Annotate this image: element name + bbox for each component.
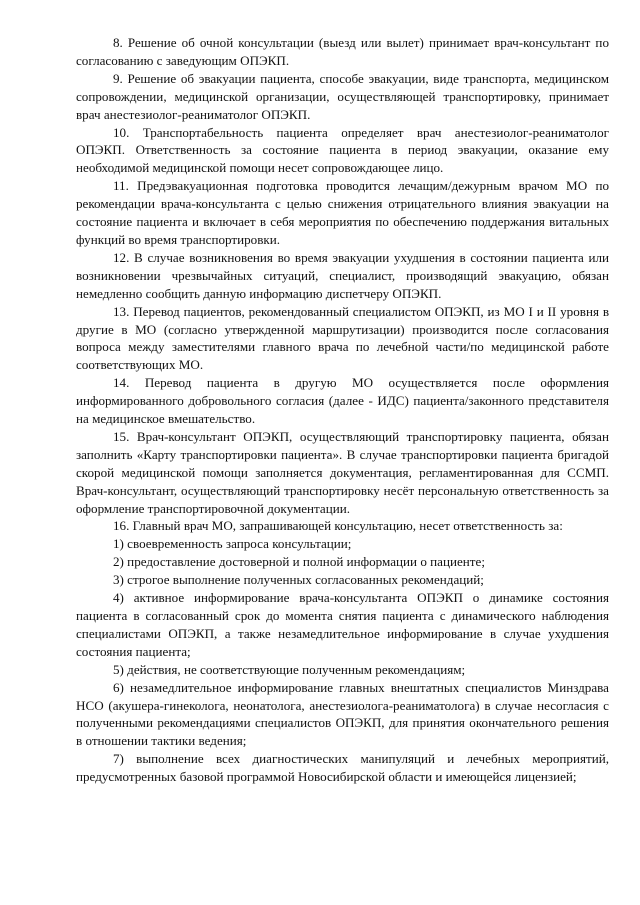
paragraph-9: 9. Решение об эвакуации пациента, способе эвакуации, виде транспорта, медицинском сопровождении, медицинской организации, осуществляющей транспортировку, принимает врач анестезиолог-реаниматолог ОПЭКП.	[76, 70, 609, 122]
paragraph-12: 12. В случае возникновения во время эвакуации ухудшения в состоянии пациента или возникновении чрезвычайных ситуаций, специалист, производящий эвакуацию, обязан немедленно сообщить данную информацию диспетчеру ОПЭКП.	[76, 249, 609, 301]
paragraph-11: 11. Предэвакуационная подготовка проводится лечащим/дежурным врачом МО по рекомендации врача-консультанта с целью снижения отрицательного влияния эвакуации на состояние пациента и включает в себя мероприятия по обеспечению поддержания витальных функций во время транспортировки.	[76, 178, 609, 247]
paragraph-16: 16. Главный врач МО, запрашивающей консультацию, несет ответственность за:	[113, 518, 563, 534]
list-item-6: 6) незамедлительное информирование главных внештатных специалистов Минздрава НСО (акушера-гинеколога, неонатолога, анестезиолога-реаниматолога) в случае несогласия с полученными рекомендациями специалистов ОПЭКП, для принятия окончательного решения в отношении тактики ведения;	[76, 679, 609, 749]
list-item-2: 2) предоставление достоверной и полной информации о пациенте;	[113, 554, 485, 570]
paragraph-15: 15. Врач-консультант ОПЭКП, осуществляющий транспортировку пациента, обязан заполнить «Карту транспортировки пациента». В случае транспортировки пациента бригадой скорой медицинской помощи заполняется документация, регламентированная для ССМП. Врач-консультант, осуществляющий транспортировку несёт персональную ответственность за оформление транспортировочной документации.	[76, 428, 609, 516]
paragraph-8: 8. Решение об очной консультации (выезд или вылет) принимает врач-консультант по согласованию с заведующим ОПЭКП.	[76, 35, 609, 68]
list-item-5: 5) действия, не соответствующие полученным рекомендациям;	[113, 661, 466, 677]
paragraph-10: 10. Транспортабельность пациента определяет врач анестезиолог-реаниматолог ОПЭКП. Ответственность за состояние пациента в период эвакуации, оказание ему необходимой медицинской помощи несет сопровождающее лицо.	[76, 124, 609, 176]
list-item-3: 3) строгое выполнение полученных согласованных рекомендаций;	[113, 572, 484, 588]
list-item-1: 1) своевременность запроса консультации;	[113, 536, 352, 552]
list-item-4: 4) активное информирование врача-консультанта ОПЭКП о динамике состояния пациента в согласованный срок до момента снятия пациента с динамического наблюдения специалистами ОПЭКП, а также незамедлительное информирование в случае ухудшения состояния пациента;	[76, 590, 609, 659]
list-item-7: 7) выполнение всех диагностических манипуляций и лечебных мероприятий, предусмотренных базовой программой Новосибирской области и имеющейся лицензией;	[76, 751, 609, 785]
document-page	[76, 34, 609, 786]
paragraph-14: 14. Перевод пациента в другую МО осуществляется после оформления информированного добровольного согласия (далее - ИДС) пациента/законного представителя на медицинское вмешательство.	[76, 375, 609, 427]
paragraph-13: 13. Перевод пациентов, рекомендованный специалистом ОПЭКП, из МО I и II уровня в другие в МО (согласно утвержденной маршрутизации) производится после согласования вопроса между заместителями главного врача по лечебной части/по медицинской работе соответствующих МО.	[76, 303, 609, 373]
